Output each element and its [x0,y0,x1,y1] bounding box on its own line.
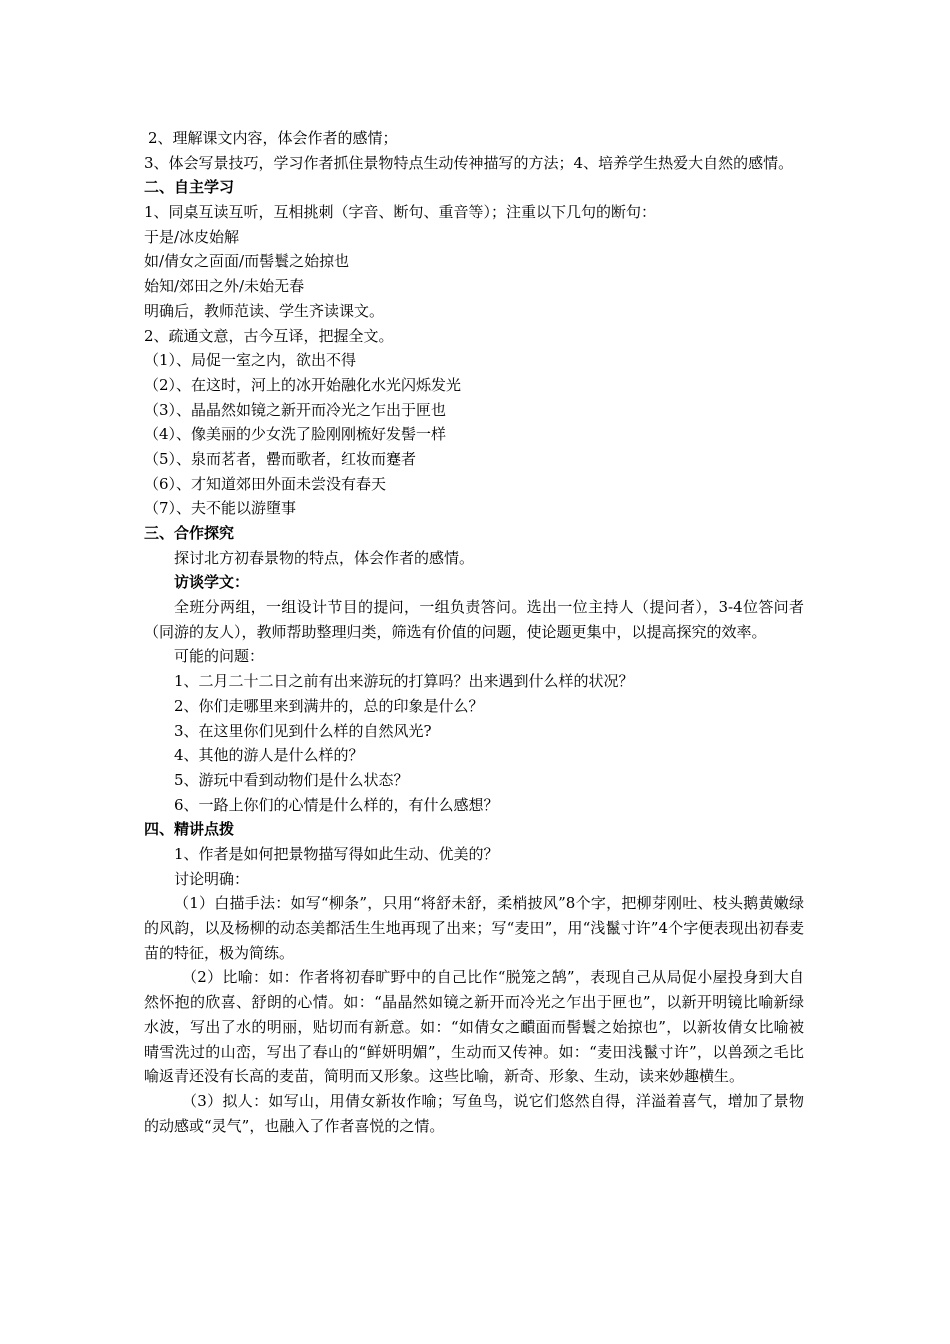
question-item: 1、二月二十二日之前有出来游玩的打算吗？出来遇到什么样的状况？ [174,672,634,691]
discussion-label: 讨论明确： [174,869,250,888]
question-item: 3、在这里你们见到什么样的自然风光? [174,721,432,740]
section-2-heading: 二、自主学习 [144,178,235,197]
sentence-break-1: 于是/冰皮始解 [144,227,240,246]
question-item: 6、一路上你们的心情是什么样的，有什么感想？ [174,795,499,814]
cooperation-intro: 探讨北方初春景物的特点，体会作者的感情。 [174,548,475,567]
translation-item: （1）、局促一室之内，欲出不得 [144,351,357,370]
goal-item-2: 2、理解课文内容，体会作者的感情； [148,129,398,147]
question-item: 2、你们走哪里来到满井的，总的印象是什么？ [174,696,484,715]
translation-item: （6）、才知道郊田外面未尝没有春天 [144,474,387,493]
sentence-break-3: 始知/郊田之外/未始无春 [144,277,305,296]
document-body [144,126,804,1138]
question-item: 4、其他的游人是什么样的？ [174,746,364,765]
interview-subtitle: 访谈学文： [174,573,250,592]
question-item: 5、游玩中看到动物们是什么状态？ [174,770,409,789]
translation-item: （4）、像美丽的少女洗了脸刚刚梳好发髻一样 [144,425,447,444]
goal-item-3-4: 3、体会写景技巧，学习作者抓住景物特点生动传神描写的方法；4、培养学生热爱大自然的感情。 [144,153,794,172]
self-study-after: 明确后，教师范读、学生齐读课文。 [144,301,385,320]
sentence-break-2: 如/倩女之靣面/而髻鬟之始掠也 [144,252,350,271]
section-4-heading: 四、精讲点拨 [144,820,235,839]
lecture-item-1: 1、作者是如何把景物描写得如此生动、优美的？ [174,844,499,863]
technique-point-2: （2）比喻：如：作者将初春旷野中的自己比作“脱笼之鹄”，表现自己从局促小屋投身到大自然怀抱的欣喜、舒朗的心情。如：“晶晶然如镜之新开而冷光之乍出于匣也”，以新开明镜比喻新绿水波，写出了水的明丽，贴切而有新意。如：“如倩女之靧面而髻鬟之始掠也”，以新妆倩女比喻被晴雪洗过的山峦，写出了春山的“鲜妍明媚”，生动而又传神。如：“麦田浅鬣寸许”，以兽颈之毛比喻返青还没有长高的麦苗，简明而又形象。这些比喻，新奇、形象、生动，读来妙趣横生。 [144,968,804,1086]
section-3-heading: 三、合作探究 [144,524,235,543]
technique-point-1: （1）白描手法：如写“柳条”，只用“将舒未舒，柔梢披风”8个字，把柳芽刚吐、枝头鹅黄嫩绿的风韵，以及杨柳的动态美都活生生地再现了出来；写“麦田”，用“浅鬣寸许”4个字便表现出初春麦苗的特征，极为简练。 [144,894,804,962]
questions-label: 可能的问题： [174,647,265,666]
self-study-item-2: 2、疏通文意，古今互译，把握全文。 [144,326,394,345]
self-study-item-1: 1、同桌互读互听，互相挑刺（字音、断句、重音等）；注重以下几句的断句： [144,203,657,222]
translation-item: （5）、泉而茗者，罍而歌者，红妆而蹇者 [144,449,417,468]
translation-item: （3）、晶晶然如镜之新开而冷光之乍出于匣也 [144,400,447,419]
technique-point-3: （3）拟人：如写山，用倩女新妆作喻；写鱼鸟，说它们悠然自得，洋溢着喜气，增加了景物的动感或“灵气”，也融入了作者喜悦的之情。 [144,1091,804,1135]
translation-item: （7）、夫不能以游墮事 [144,499,297,518]
interview-paragraph: 全班分两组，一组设计节目的提问，一组负责答问。选出一位主持人（提问者），3-4位答问者（同游的友人），教师帮助整理归类，筛选有价值的问题，使论题更集中，以提高探究的效率。 [144,598,804,641]
translation-item: （2）、在这时，河上的冰开始融化水光闪烁发光 [144,375,462,394]
